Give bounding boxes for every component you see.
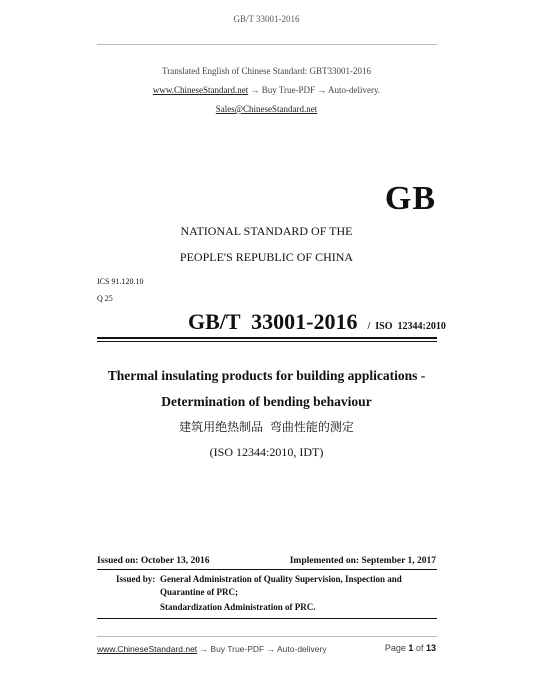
translated-note: Translated English of Chinese Standard: GBT33001-2016 bbox=[162, 66, 371, 76]
standard-number-block bbox=[188, 309, 446, 335]
issuer-line2: Quarantine of PRC; bbox=[160, 587, 238, 597]
ics-code: ICS 91.120.10 bbox=[97, 277, 144, 286]
title-rule-thick bbox=[97, 337, 437, 339]
dates-rule bbox=[97, 569, 437, 570]
national-standard-line2: PEOPLE'S REPUBLIC OF CHINA bbox=[179, 250, 354, 264]
ccs-code: Q 25 bbox=[97, 294, 113, 303]
buy-line bbox=[0, 85, 533, 95]
header-rule bbox=[97, 44, 437, 45]
issuer-line3: Standardization Administration of PRC. bbox=[160, 602, 316, 612]
sales-line bbox=[0, 104, 533, 114]
footer-buy-text: → Buy True-PDF → Auto-delivery bbox=[197, 644, 327, 654]
buy-text: → Buy True-PDF → Auto-delivery. bbox=[250, 85, 381, 95]
issuer-rule bbox=[97, 618, 437, 619]
title-line1: Thermal insulating products for building applications - bbox=[107, 368, 426, 383]
issued-date: Issued on: October 13, 2016 bbox=[97, 556, 210, 566]
site-link[interactable]: www.ChineseStandard.net bbox=[152, 85, 249, 95]
footer-rule bbox=[97, 636, 437, 637]
page-number: 1 bbox=[408, 643, 414, 653]
implemented-date: Implemented on: September 1, 2017 bbox=[289, 556, 436, 566]
running-header: GB/T 33001-2016 bbox=[233, 14, 300, 24]
standard-number: GB/T 33001-2016 bbox=[188, 309, 358, 334]
issuer-line1: General Administration of Quality Supervision, Inspection and bbox=[160, 574, 402, 584]
page-total: 13 bbox=[425, 643, 436, 653]
iso-equivalence: (ISO 12344:2010, IDT) bbox=[209, 445, 324, 459]
sales-email-link[interactable]: Sales@ChineseStandard.net bbox=[215, 104, 318, 114]
footer-site-link[interactable]: www.ChineseStandard.net bbox=[97, 644, 198, 654]
of-label: of bbox=[415, 643, 424, 653]
issued-by-label: Issued by: bbox=[116, 574, 156, 584]
title-chinese: 建筑用绝热制品 弯曲性能的测定 bbox=[179, 420, 354, 434]
page-label: Page bbox=[384, 643, 406, 653]
title-rule-thin bbox=[97, 341, 437, 342]
page-indicator bbox=[385, 643, 436, 653]
gb-mark: GB bbox=[384, 180, 436, 217]
footer-buy-line bbox=[97, 644, 327, 654]
title-line2: Determination of bending behaviour bbox=[161, 394, 372, 409]
iso-reference: / ISO 12344:2010 bbox=[367, 321, 446, 332]
national-standard-line1: NATIONAL STANDARD OF THE bbox=[180, 224, 353, 238]
